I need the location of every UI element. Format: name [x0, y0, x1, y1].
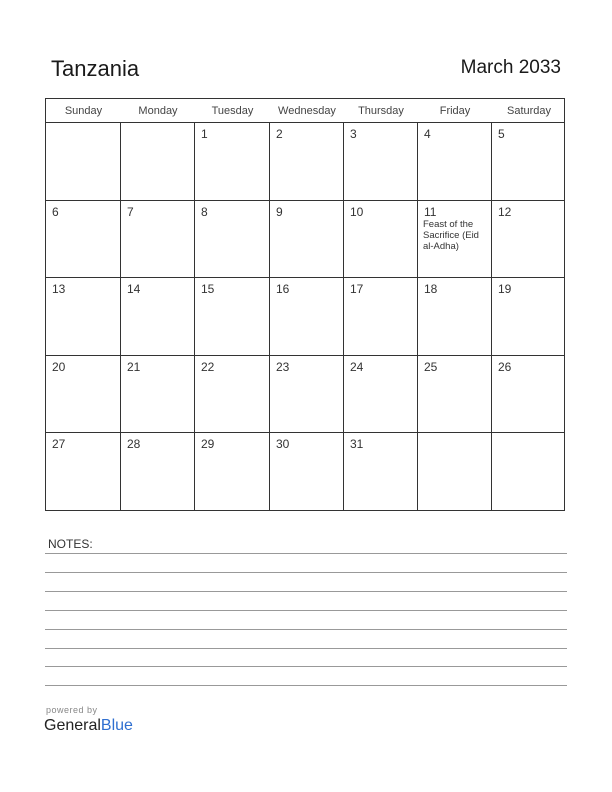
weekday-monday: Monday [138, 105, 178, 117]
month-year-title: March 2033 [460, 57, 561, 78]
day-cell [344, 356, 418, 434]
note-line [45, 610, 567, 611]
day-number: 19 [498, 282, 512, 297]
day-cell [195, 201, 270, 279]
day-cell [492, 278, 566, 356]
weekday-saturday: Saturday [506, 105, 552, 117]
day-cell [492, 123, 566, 201]
day-number: 13 [52, 282, 66, 297]
country-title: Tanzania [51, 56, 140, 81]
weekday-friday: Friday [439, 105, 471, 117]
day-number: 15 [201, 282, 215, 297]
day-cell [195, 123, 270, 201]
weekday-header-row [46, 99, 564, 123]
day-cell [121, 123, 195, 201]
day-number: 23 [276, 359, 290, 374]
day-number: 12 [498, 204, 512, 219]
day-cell [418, 356, 492, 434]
day-cell [46, 201, 121, 279]
note-line [45, 666, 567, 667]
day-number: 4 [424, 127, 431, 141]
holiday-label: Feast of the Sacrifice (Eid al-Adha) [423, 218, 479, 252]
day-number: 17 [350, 282, 364, 297]
weekday-tuesday: Tuesday [211, 105, 254, 117]
notes-label: NOTES: [48, 537, 93, 551]
day-cell [270, 433, 344, 511]
day-number: 10 [350, 204, 364, 219]
note-line [45, 648, 567, 649]
weekday-thursday: Thursday [358, 105, 404, 117]
day-number: 24 [350, 359, 364, 374]
day-number: 7 [127, 204, 134, 219]
day-cell [270, 356, 344, 434]
note-line [45, 591, 567, 592]
day-number: 26 [498, 359, 512, 374]
day-cell [270, 201, 344, 279]
day-cell [492, 356, 566, 434]
day-cell [195, 356, 270, 434]
day-number: 2 [276, 127, 283, 141]
day-number: 30 [276, 437, 290, 452]
day-cell [344, 201, 418, 279]
weekday-sunday: Sunday [64, 105, 103, 117]
generalblue-logo [44, 717, 133, 735]
day-cell [270, 278, 344, 356]
note-line [45, 572, 567, 573]
day-number: 22 [201, 359, 215, 374]
day-number: 11 [424, 204, 437, 219]
day-cell [418, 278, 492, 356]
note-line [45, 553, 567, 554]
day-cell [270, 123, 344, 201]
day-cell [418, 433, 492, 511]
day-number: 5 [498, 127, 505, 141]
day-cell [121, 278, 195, 356]
day-cell [344, 433, 418, 511]
day-cell [46, 356, 121, 434]
day-number: 16 [276, 282, 290, 297]
day-cell [46, 433, 121, 511]
day-number: 28 [127, 437, 141, 452]
day-cell [418, 123, 492, 201]
day-cell [492, 201, 566, 279]
day-number: 31 [350, 437, 364, 452]
day-number: 25 [424, 359, 438, 374]
day-cell [344, 123, 418, 201]
day-cell [195, 433, 270, 511]
brand-general-text: General [44, 717, 101, 734]
day-number: 3 [350, 127, 357, 141]
day-cell [121, 201, 195, 279]
day-cell [195, 278, 270, 356]
day-cell [46, 123, 121, 201]
day-number: 29 [201, 437, 215, 452]
day-number: 20 [52, 359, 66, 374]
weekday-wednesday: Wednesday [278, 105, 336, 117]
note-line [45, 629, 567, 630]
note-line [45, 685, 567, 686]
day-number: 18 [424, 282, 438, 297]
day-number: 14 [127, 282, 141, 297]
day-number: 6 [52, 204, 59, 219]
calendar-grid [45, 98, 565, 511]
brand-blue-text: Blue [100, 717, 133, 734]
day-cell [418, 201, 492, 279]
day-number: 9 [276, 204, 283, 219]
day-cell [344, 278, 418, 356]
day-number: 21 [127, 359, 141, 374]
day-number: 27 [52, 437, 66, 452]
day-cell [121, 356, 195, 434]
day-number: 8 [201, 204, 208, 219]
day-cell [46, 278, 121, 356]
powered-by-text: powered by [46, 705, 98, 715]
day-cell [121, 433, 195, 511]
day-number: 1 [201, 127, 208, 141]
day-cell [492, 433, 566, 511]
